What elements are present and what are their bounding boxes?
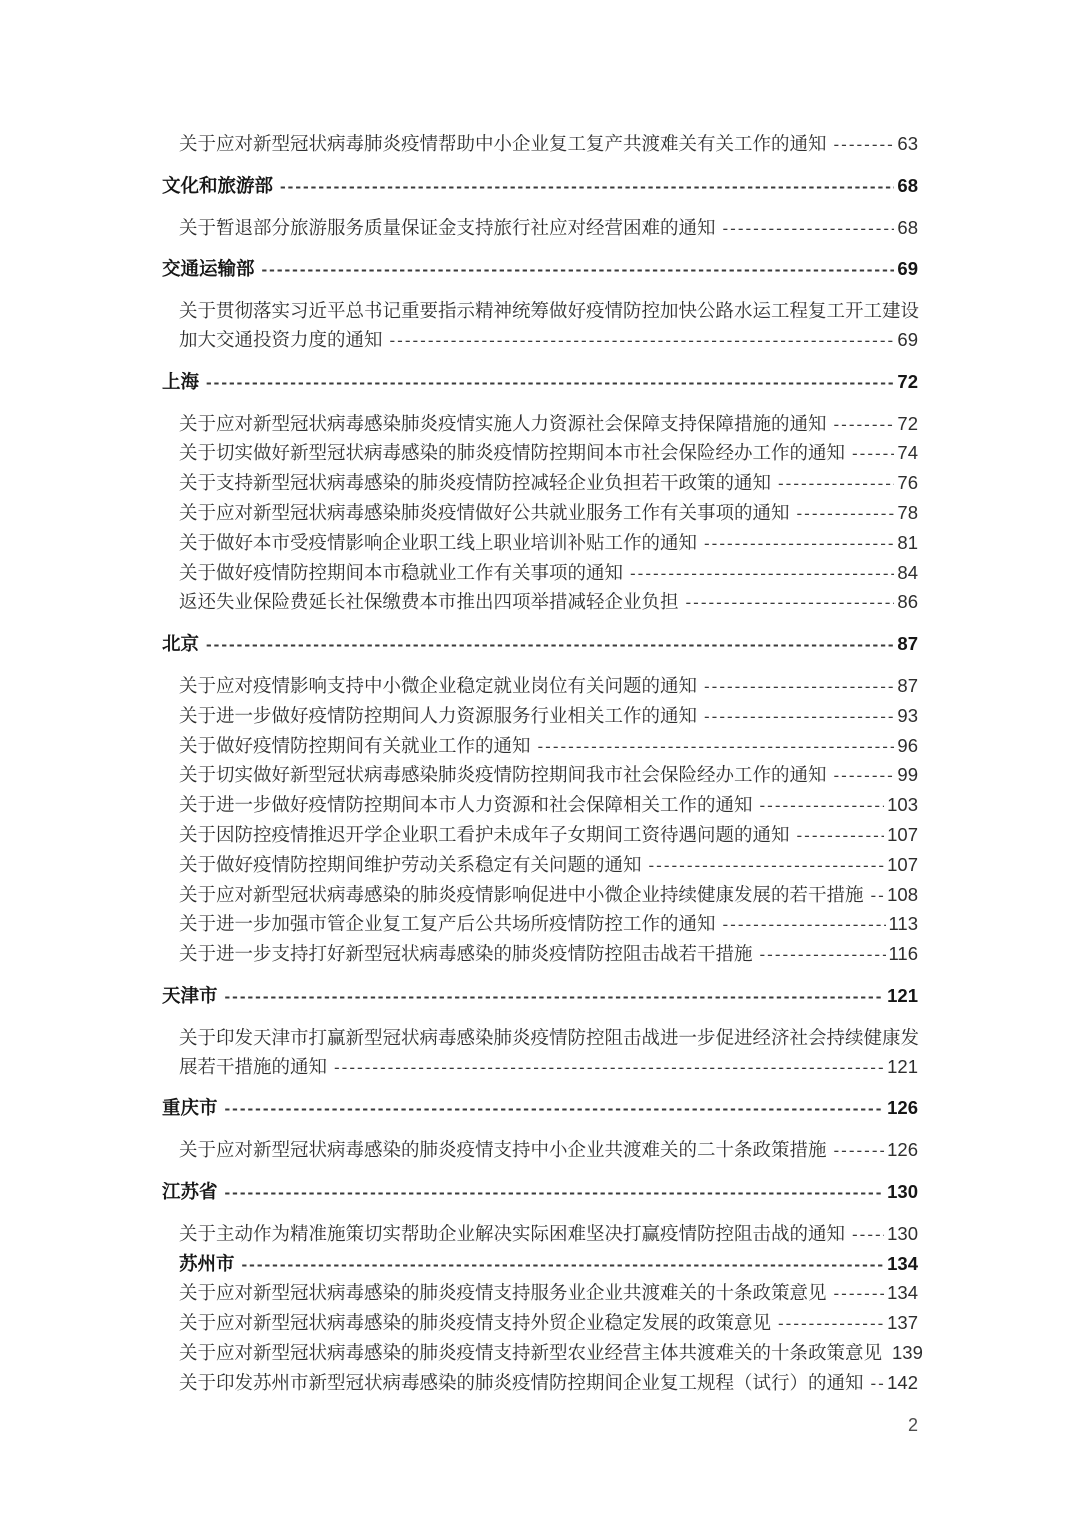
dash-leader — [704, 672, 894, 702]
toc-item-row — [162, 881, 918, 911]
toc-item-row — [162, 851, 918, 881]
toc-item-row — [162, 1369, 918, 1399]
dash-leader — [871, 881, 885, 911]
toc-entry-title: 关于做好本市受疫情影响企业职工线上职业培训补贴工作的通知 — [179, 531, 698, 553]
toc-entry-page-number: 86 — [897, 591, 918, 613]
toc-item-row — [162, 439, 918, 469]
toc-item-row — [162, 791, 918, 821]
dash-leader — [797, 821, 885, 851]
toc-entry-title: 返还失业保险费延长社保缴费本市推出四项举措减轻企业负担 — [179, 591, 679, 613]
toc-entry-page-number: 87 — [897, 633, 918, 655]
toc-item-row — [162, 214, 918, 244]
toc-entry-title: 交通运输部 — [162, 258, 255, 280]
toc-section-heading-row — [162, 1094, 918, 1124]
toc-entry-page-number: 107 — [887, 853, 918, 875]
toc-entry-page-number: 68 — [897, 174, 918, 196]
toc-entry-page-number: 108 — [887, 883, 918, 905]
toc-entry-page-number: 72 — [897, 370, 918, 392]
toc-entry-page-number: 72 — [897, 412, 918, 434]
dash-leader — [834, 130, 895, 160]
toc-entry-title: 关于主动作为精准施策切实帮助企业解决实际困难坚决打赢疫情防控阻击战的通知 — [179, 1222, 846, 1244]
toc-entry-title: 天津市 — [162, 984, 218, 1006]
dash-leader — [262, 255, 895, 285]
toc-entry-page-number: 121 — [887, 1055, 918, 1077]
dash-leader — [797, 499, 895, 529]
dash-leader — [225, 1094, 885, 1124]
toc-entry-page-number: 116 — [888, 943, 918, 965]
toc-item-row — [162, 1339, 923, 1369]
toc-entry-page-number: 87 — [897, 674, 918, 696]
toc-item-row — [162, 702, 918, 732]
toc-entry-page-number: 96 — [897, 734, 918, 756]
toc-entry-title: 江苏省 — [162, 1180, 218, 1202]
dash-leader — [242, 1250, 885, 1280]
toc-entry-title: 文化和旅游部 — [162, 174, 274, 196]
toc-entry-title: 关于应对新型冠状病毒感染肺炎疫情实施人力资源社会保障支持保障措施的通知 — [179, 412, 827, 434]
toc-entry-title: 关于进一步加强市管企业复工复产后公共场所疫情防控工作的通知 — [179, 913, 716, 935]
dash-leader — [206, 368, 894, 398]
dash-leader — [630, 559, 894, 589]
toc-entry-page-number: 76 — [897, 472, 918, 494]
toc-entry-page-number: 126 — [887, 1097, 918, 1119]
toc-item-row — [162, 326, 918, 356]
toc-item-row — [162, 499, 918, 529]
toc-item-row — [162, 940, 918, 970]
toc-item-row — [162, 821, 918, 851]
toc-entry-title: 重庆市 — [162, 1097, 218, 1119]
toc-entry-page-number: 121 — [887, 984, 918, 1006]
toc-entry-page-number: 81 — [897, 531, 918, 553]
toc-item-row — [162, 1136, 918, 1166]
toc-item-row — [162, 732, 918, 762]
toc-entry-page-number: 139 — [892, 1341, 923, 1363]
dash-leader — [704, 702, 894, 732]
toc-section-heading-row — [162, 172, 918, 202]
dash-leader — [723, 910, 886, 940]
toc-item-row — [162, 1309, 918, 1339]
toc-entry-page-number: 74 — [897, 442, 918, 464]
dash-leader — [834, 410, 895, 440]
toc-item-row — [162, 469, 918, 499]
dash-leader — [778, 469, 894, 499]
toc-entry-title: 关于应对新型冠状病毒肺炎疫情帮助中小企业复工复产共渡难关有关工作的通知 — [179, 133, 827, 154]
toc-entry-title: 展若干措施的通知 — [179, 1055, 328, 1077]
toc-entry-page-number: 99 — [897, 764, 918, 786]
toc-entry-page-number: 137 — [887, 1312, 918, 1334]
dash-leader — [225, 982, 885, 1012]
toc-entry-title: 关于做好疫情防控期间有关就业工作的通知 — [179, 734, 531, 756]
toc-list — [162, 130, 923, 1398]
toc-item-row — [162, 130, 918, 160]
toc-entry-title: 关于切实做好新型冠状病毒感染的肺炎疫情防控期间本市社会保险经办工作的通知 — [179, 442, 846, 464]
dash-leader — [778, 1309, 884, 1339]
toc-entry-title: 关于切实做好新型冠状病毒感染肺炎疫情防控期间我市社会保险经办工作的通知 — [179, 764, 827, 786]
toc-entry-title: 关于进一步做好疫情防控期间人力资源服务行业相关工作的通知 — [179, 704, 698, 726]
toc-entry-page-number: 78 — [897, 501, 918, 523]
toc-entry-page-number: 126 — [887, 1139, 918, 1161]
toc-entry-title: 加大交通投资力度的通知 — [179, 328, 383, 350]
toc-item-row — [162, 672, 918, 702]
toc-entry-title: 上海 — [162, 370, 200, 392]
toc-entry-title: 关于做好疫情防控期间维护劳动关系稳定有关问题的通知 — [179, 853, 642, 875]
toc-section-heading-row — [162, 630, 918, 660]
toc-entry-title: 北京 — [162, 633, 200, 655]
toc-entry-page-number: 130 — [887, 1222, 918, 1244]
toc-entry-page-number: 63 — [897, 133, 918, 154]
toc-entry-page-number: 84 — [897, 561, 918, 583]
toc-item-row — [162, 529, 918, 559]
toc-entry-page-number: 142 — [887, 1371, 918, 1393]
toc-entry-title: 关于应对新型冠状病毒感染的肺炎疫情支持新型农业经营主体共渡难关的十条政策意见 — [179, 1341, 883, 1363]
toc-entry-title: 苏州市 — [179, 1252, 235, 1274]
dash-leader — [852, 1220, 884, 1250]
toc-item-continuation-row — [162, 297, 918, 326]
toc-item-row — [162, 410, 918, 440]
toc-entry-title: 关于进一步支持打好新型冠状病毒感染的肺炎疫情防控阻击战若干措施 — [179, 943, 753, 965]
toc-entry-title: 关于应对疫情影响支持中小微企业稳定就业岗位有关问题的通知 — [179, 674, 698, 696]
toc-entry-page-number: 103 — [887, 794, 918, 816]
dash-leader — [852, 439, 894, 469]
toc-item-row — [162, 910, 918, 940]
dash-leader — [390, 326, 895, 356]
toc-entry-title: 关于进一步做好疫情防控期间本市人力资源和社会保障相关工作的通知 — [179, 794, 753, 816]
dash-leader — [871, 1369, 885, 1399]
dash-leader — [280, 172, 894, 202]
dash-leader — [225, 1178, 885, 1208]
toc-entry-title: 关于贯彻落实习近平总书记重要指示精神统筹做好疫情防控加快公路水运工程复工开工建设 — [179, 300, 920, 322]
toc-item-row — [162, 1053, 918, 1083]
toc-entry-page-number: 134 — [887, 1282, 918, 1304]
toc-entry-page-number: 93 — [897, 704, 918, 726]
toc-item-row — [162, 761, 918, 791]
toc-entry-title: 关于应对新型冠状病毒感染的肺炎疫情支持外贸企业稳定发展的政策意见 — [179, 1312, 772, 1334]
toc-entry-title: 关于应对新型冠状病毒感染肺炎疫情做好公共就业服务工作有关事项的通知 — [179, 501, 790, 523]
toc-entry-title: 关于应对新型冠状病毒感染的肺炎疫情影响促进中小微企业持续健康发展的若干措施 — [179, 883, 864, 905]
dash-leader — [834, 1279, 885, 1309]
toc-entry-title: 关于因防控疫情推迟开学企业职工看护未成年子女期间工资待遇问题的通知 — [179, 823, 790, 845]
toc-item-continuation-row — [162, 1024, 918, 1053]
toc-entry-title: 关于暂退部分旅游服务质量保证金支持旅行社应对经营困难的通知 — [179, 216, 716, 238]
dash-leader — [760, 940, 886, 970]
toc-entry-title: 关于应对新型冠状病毒感染的肺炎疫情支持服务业企业共渡难关的十条政策意见 — [179, 1282, 827, 1304]
dash-leader — [704, 529, 894, 559]
toc-entry-page-number: 69 — [897, 328, 918, 350]
toc-subsection-heading-row — [162, 1250, 918, 1280]
toc-item-row — [162, 1220, 918, 1250]
toc-section-heading-row — [162, 982, 918, 1012]
dash-leader — [649, 851, 885, 881]
dash-leader — [834, 761, 895, 791]
toc-entry-page-number: 107 — [887, 823, 918, 845]
dash-leader — [834, 1136, 885, 1166]
toc-entry-title: 关于支持新型冠状病毒感染的肺炎疫情防控减轻企业负担若干政策的通知 — [179, 472, 772, 494]
dash-leader — [206, 630, 894, 660]
footer-page-number: 2 — [907, 1415, 918, 1435]
toc-section-heading-row — [162, 1178, 918, 1208]
toc-section-heading-row — [162, 368, 918, 398]
toc-entry-title: 关于印发苏州市新型冠状病毒感染的肺炎疫情防控期间企业复工规程（试行）的通知 — [179, 1371, 864, 1393]
toc-entry-page-number: 130 — [887, 1180, 918, 1202]
toc-item-row — [162, 1279, 918, 1309]
toc-section-heading-row — [162, 255, 918, 285]
dash-leader — [538, 732, 895, 762]
toc-entry-page-number: 134 — [887, 1252, 918, 1274]
toc-item-row — [162, 559, 918, 589]
toc-entry-title: 关于应对新型冠状病毒感染的肺炎疫情支持中小企业共渡难关的二十条政策措施 — [179, 1139, 827, 1161]
toc-entry-title: 关于印发天津市打赢新型冠状病毒感染肺炎疫情防控阻击战进一步促进经济社会持续健康发 — [179, 1026, 920, 1048]
toc-entry-page-number: 113 — [888, 913, 918, 935]
toc-entry-page-number: 68 — [897, 216, 918, 238]
dash-leader — [723, 214, 895, 244]
toc-entry-title: 关于做好疫情防控期间本市稳就业工作有关事项的通知 — [179, 561, 624, 583]
toc-entry-page-number: 69 — [897, 258, 918, 280]
toc-item-row — [162, 588, 918, 618]
dash-leader — [686, 588, 895, 618]
dash-leader — [334, 1053, 884, 1083]
dash-leader — [760, 791, 885, 821]
